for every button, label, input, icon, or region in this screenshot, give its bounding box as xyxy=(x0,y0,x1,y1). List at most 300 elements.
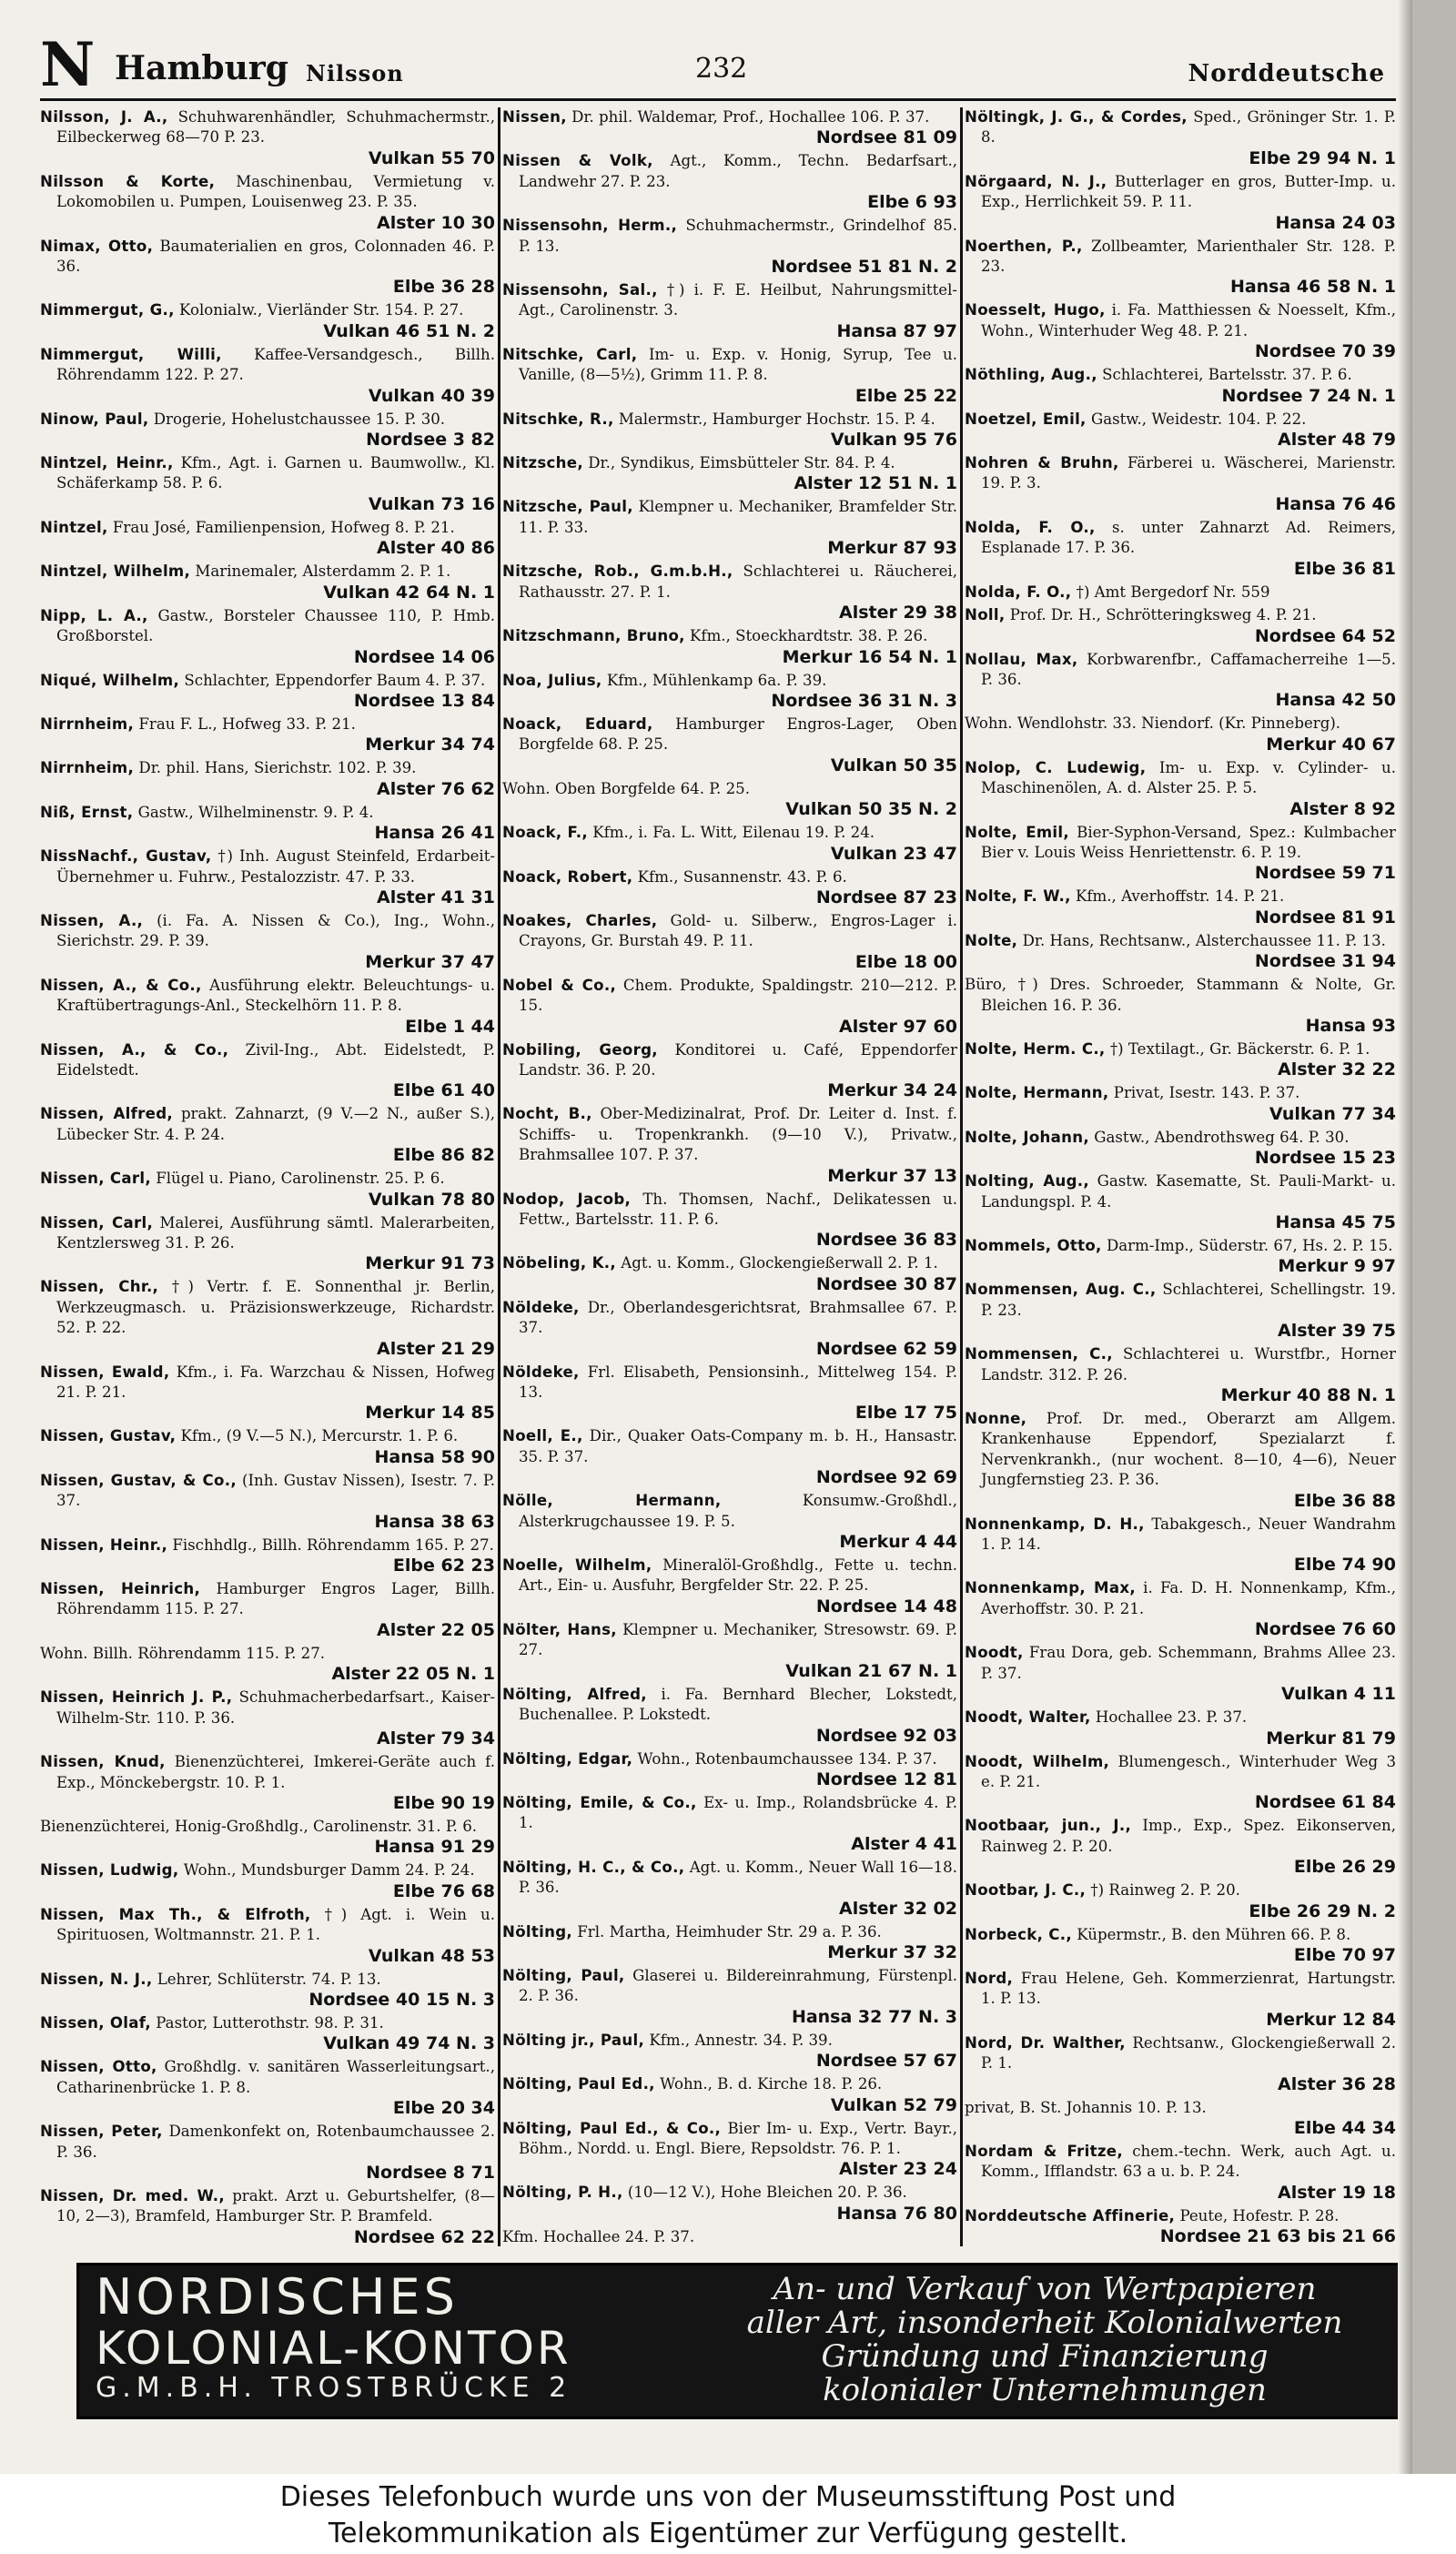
entry-details: Marinemaler, Alsterdamm 2. P. 1. xyxy=(195,562,451,581)
entry-details: (Inh. Gustav Nissen), Isestr. 7. P. 37. xyxy=(56,1471,495,1510)
directory-entry xyxy=(502,1922,957,1963)
directory-entry xyxy=(40,2186,495,2246)
entry-details: Damenkonfekt on, Rotenbaumchaussee 2. P. 36. xyxy=(56,2123,495,2161)
entry-details: Küpermstr., B. den Mühren 66. P. 8. xyxy=(1077,1925,1351,1943)
directory-entry xyxy=(40,1535,495,1576)
directory-entry xyxy=(40,453,495,515)
phone-number: Vulkan 48 53 xyxy=(368,1945,495,1966)
entry-name: Nord, xyxy=(965,1969,1014,1987)
directory-entry xyxy=(965,1880,1396,1921)
phone-number: Elbe 62 23 xyxy=(392,1556,495,1576)
phone-number: Nordsee 30 87 xyxy=(815,1273,957,1294)
entry-details: †) Textilagt., Gr. Bäckerstr. 6. P. 1. xyxy=(1109,1039,1370,1058)
entry-name: Nissensohn, Herm., xyxy=(502,217,678,235)
entry-name: Nissen, Heinrich J. P., xyxy=(40,1688,233,1707)
phone-number: Hansa 32 77 N. 3 xyxy=(791,2006,957,2027)
directory-entry xyxy=(965,758,1396,820)
column-3 xyxy=(965,107,1396,2246)
phone-number: Nordsee 3 82 xyxy=(366,430,495,451)
entry-name: Nölting, Emile, & Co., xyxy=(502,1793,697,1811)
directory-entry xyxy=(40,846,495,908)
entry-details: Bier Im- u. Exp., Vertr. Bayr., Böhm., Nordd. u. Engl. Biere, Repsoldstr. 76. P. 1. xyxy=(519,2119,957,2157)
entry-details: Frl. Martha, Heimhuder Str. 29 a. P. 36. xyxy=(577,1922,882,1941)
phone-number: Hansa 26 41 xyxy=(374,823,495,844)
phone-number: Nordsee 81 91 xyxy=(1254,907,1396,927)
entry-details: Agt. u. Komm., Neuer Wall 16—18. P. 36. xyxy=(519,1858,957,1897)
entry-name: Noetzel, Emil, xyxy=(965,410,1087,428)
entry-details: Malermstr., Hamburger Hochstr. 15. P. 4. xyxy=(618,410,935,428)
entry-details: Kfm., (9 V.—5 N.), Mercurstr. 1. P. 6. xyxy=(180,1427,459,1445)
directory-entry xyxy=(965,2033,1396,2095)
advertiser-name-line1: NORDISCHES xyxy=(96,2268,459,2326)
entry-details: Schuhmacherbedarfsart., Kaiser-Wilhelm-Str. 110. P. 36. xyxy=(56,1688,495,1727)
entry-details: Büro, †) Dres. Schroeder, Stammann & Nolte, Gr. Bleichen 16. P. 36. xyxy=(965,976,1396,1014)
directory-entry xyxy=(965,2206,1396,2246)
entry-details: Th. Thomsen, Nachf., Delikatessen u. Fettw., Bartelsstr. 11. P. 6. xyxy=(519,1190,957,1228)
phone-number: Hansa 46 58 N. 1 xyxy=(1229,277,1396,298)
entry-details: Kfm., Annestr. 34. P. 39. xyxy=(649,2031,833,2049)
entry-details: †) Agt. i. Wein u. Spirituosen, Woltmannstr. 21. P. 1. xyxy=(56,1905,495,1944)
phone-number: Merkur 37 32 xyxy=(827,1941,957,1962)
phone-number: Alster 32 02 xyxy=(839,1898,957,1919)
phone-number: Alster 10 30 xyxy=(377,212,495,233)
directory-entry xyxy=(40,300,495,341)
entry-details: Konsumw.-Großhdl., Alsterkrugchaussee 19. P. 5. xyxy=(519,1492,957,1530)
directory-entry xyxy=(40,1363,495,1424)
entry-details: Hamburger Engros Lager, Billh. Röhrendamm 115. P. 27. xyxy=(56,1580,495,1618)
directory-entry xyxy=(965,1236,1396,1277)
entry-name: Nörgaard, N. J., xyxy=(965,172,1107,190)
entry-name: Noakes, Charles, xyxy=(502,911,658,929)
phone-number: Nordsee 57 67 xyxy=(815,2051,957,2072)
entry-name: Nolte, Herm. C., xyxy=(965,1039,1106,1058)
entry-details: Schlachterei u. Räucherei, Rathausstr. 27. P. 1. xyxy=(519,562,957,601)
directory-entry xyxy=(502,216,957,278)
directory-entry xyxy=(965,1969,1396,2031)
ad-service-line: kolonialer Unternehmungen xyxy=(823,2372,1267,2408)
column-2 xyxy=(502,107,957,2246)
phone-number: Nordsee 36 83 xyxy=(815,1230,957,1251)
phone-number: Nordsee 62 22 xyxy=(353,2226,495,2246)
entry-name: Nissen, A., & Co., xyxy=(40,976,202,994)
entry-details: Färberei u. Wäscherei, Marienstr. 19. P. 3. xyxy=(981,454,1396,492)
directory-entry xyxy=(40,237,495,299)
phone-number: Vulkan 78 80 xyxy=(368,1189,495,1210)
entry-details: (10—12 V.), Hohe Bleichen 20. P. 36. xyxy=(627,2184,907,2202)
phone-number: Alster 76 62 xyxy=(377,778,495,799)
entry-details: Flügel u. Piano, Carolinenstr. 25. P. 6. xyxy=(156,1170,445,1188)
phone-number: Merkur 4 44 xyxy=(839,1532,957,1553)
entry-name: Niß, Ernst, xyxy=(40,803,134,821)
entry-name: Nonnenkamp, D. H., xyxy=(965,1515,1145,1533)
entry-name: Nommensen, Aug. C., xyxy=(965,1281,1157,1299)
phone-number: Alster 36 28 xyxy=(1278,2073,1396,2094)
advertisement-banner xyxy=(76,2263,1412,2419)
entry-details: Frau José, Familienpension, Hofweg 8. P. 21. xyxy=(112,518,455,536)
phone-number: Alster 48 79 xyxy=(1278,430,1396,451)
header-right-keyword: Norddeutsche xyxy=(1188,60,1385,87)
entry-name: Noodt, Wilhelm, xyxy=(965,1752,1110,1770)
directory-entry xyxy=(965,410,1396,451)
entry-name: Noodt, xyxy=(965,1644,1024,1662)
phone-number: Alster 29 38 xyxy=(839,603,957,623)
directory-entry xyxy=(502,867,957,908)
entry-name: Nissen, Carl, xyxy=(40,1213,154,1231)
entry-details: Frau Dora, geb. Schemmann, Brahms Allee 23. P. 37. xyxy=(981,1644,1396,1682)
directory-entry xyxy=(502,2183,957,2224)
entry-details: Drogerie, Hohelustchaussee 15. P. 30. xyxy=(153,410,446,428)
entry-details: Maschinenbau, Vermietung v. Lokomobilen u. Pumpen, Louisenweg 23. P. 35. xyxy=(56,172,495,211)
entry-name: Nitzsche, xyxy=(502,454,583,472)
directory-entry xyxy=(502,280,957,342)
entry-name: Nölting, xyxy=(502,1922,572,1941)
phone-number: Alster 41 31 xyxy=(377,887,495,907)
entry-details: Bier-Syphon-Versand, Spez.: Kulmbacher Bier v. Louis Weiss Henriettenstr. 6. P. 19. xyxy=(981,823,1396,861)
entry-details: Glaserei u. Bildereinrahmung, Fürstenpl. 2. P. 36. xyxy=(519,1966,957,2005)
ad-service-line: An- und Verkauf von Wertpapieren xyxy=(773,2271,1317,2307)
directory-entry xyxy=(965,605,1396,646)
directory-entry xyxy=(965,365,1396,406)
entry-details: Sped., Gröninger Str. 1. P. 8. xyxy=(981,108,1396,147)
entry-name: Nissen, Peter, xyxy=(40,2123,163,2141)
directory-entry xyxy=(965,1925,1396,1966)
entry-details: Prof. Dr. H., Schrötteringksweg 4. P. 21. xyxy=(1009,606,1317,624)
entry-details: Frau F. L., Hofweg 33. P. 21. xyxy=(138,715,356,733)
directory-entry xyxy=(502,1858,957,1920)
phone-number: Nordsee 12 81 xyxy=(815,1769,957,1789)
entry-details: Chem. Produkte, Spaldingstr. 210—212. P. 15. xyxy=(519,976,957,1015)
entry-name: Noack, Eduard, xyxy=(502,715,653,733)
phone-number: Merkur 40 88 N. 1 xyxy=(1220,1385,1396,1406)
entry-name: Norbeck, C., xyxy=(965,1925,1072,1943)
directory-entry xyxy=(965,1171,1396,1233)
directory-entry xyxy=(40,1169,495,1210)
entry-name: Nissensohn, Sal., xyxy=(502,281,658,299)
phone-number: Merkur 12 84 xyxy=(1266,2009,1396,2030)
phone-number: Hansa 58 90 xyxy=(374,1446,495,1467)
directory-entry xyxy=(502,1966,957,2028)
header-rule xyxy=(40,98,1396,101)
entry-name: Nissen, Dr. med. W., xyxy=(40,2186,225,2204)
entry-details: †) Rainweg 2. P. 20. xyxy=(1090,1881,1240,1900)
phone-number: Elbe 61 40 xyxy=(392,1080,495,1101)
phone-number: Merkur 34 74 xyxy=(365,735,495,755)
entry-details: Pastor, Lutterothstr. 98. P. 31. xyxy=(156,2013,384,2032)
directory-entry xyxy=(965,300,1396,362)
entry-details: Hamburger Engros-Lager, Oben Borgfelde 68. P. 25. xyxy=(519,715,957,754)
phone-number: Vulkan 55 70 xyxy=(368,147,495,168)
entry-details: Butterlager en gros, Butter-Imp. u. Exp., Herrlichkeit 59. P. 11. xyxy=(981,172,1396,211)
entry-name: Noerthen, P., xyxy=(965,237,1083,255)
phone-number: Nordsee 81 09 xyxy=(815,127,957,148)
directory-entry xyxy=(40,518,495,559)
entry-details: (i. Fa. A. Nissen & Co.), Ing., Wohn., Sierichstr. 29. P. 39. xyxy=(56,911,495,950)
phone-number: Nordsee 21 63 bis 21 66 xyxy=(1159,2226,1396,2246)
advertiser-block xyxy=(96,2268,678,2404)
phone-number: Nordsee 14 48 xyxy=(815,1596,957,1617)
entry-name: Nolte, F. W., xyxy=(965,887,1071,906)
directory-entry xyxy=(965,1752,1396,1814)
directory-entry xyxy=(40,2013,495,2054)
directory-entry xyxy=(40,976,495,1038)
entry-details: Dir., Quaker Oats-Company m. b. H., Hansastr. 35. P. 37. xyxy=(519,1427,957,1465)
entry-details: i. Fa. Bernhard Blecher, Lokstedt, Buchenallee. P. Lokstedt. xyxy=(519,1685,957,1724)
directory-entry xyxy=(502,453,957,494)
phone-number: Alster 40 86 xyxy=(377,538,495,559)
phone-number: Vulkan 49 74 N. 3 xyxy=(323,2033,495,2054)
entry-name: Nocht, B., xyxy=(502,1105,592,1123)
directory-entry xyxy=(40,410,495,451)
directory-entry xyxy=(40,803,495,844)
entry-name: Nissen, Ewald, xyxy=(40,1363,170,1381)
entry-name: Nimax, Otto, xyxy=(40,237,154,255)
directory-entry xyxy=(965,714,1396,755)
phone-number: Nordsee 14 06 xyxy=(353,646,495,667)
directory-entry xyxy=(502,1620,957,1682)
entry-details: Ex- u. Imp., Rolandsbrücke 4. P. 1. xyxy=(519,1793,957,1832)
entry-name: Noelle, Wilhelm, xyxy=(502,1556,652,1575)
entry-name: Nootbar, J. C., xyxy=(965,1881,1087,1900)
entry-details: Malerei, Ausführung sämtl. Malerarbeiten, Kentzlersweg 31. P. 26. xyxy=(56,1213,495,1252)
attribution-footer xyxy=(0,2474,1456,2554)
entry-details: Frau Helene, Geh. Kommerzienrat, Hartungstr. 1. P. 13. xyxy=(981,1969,1396,2008)
directory-entry xyxy=(40,2057,495,2119)
directory-entry xyxy=(40,172,495,234)
directory-entry xyxy=(40,1905,495,1967)
phone-number: Nordsee 36 31 N. 3 xyxy=(771,690,957,711)
phone-number: Vulkan 23 47 xyxy=(830,843,957,864)
entry-details: prakt. Arzt u. Geburtshelfer, (8—10, 2—3), Bramfeld, Hamburger Str. P. Bramfeld. xyxy=(56,2186,495,2225)
entry-details: †) Inh. August Steinfeld, Erdarbeit-Übernehmer u. Fuhrw., Pestalozzistr. 47. P. 33. xyxy=(56,847,495,886)
entry-details: Kfm., i. Fa. L. Witt, Eilenau 19. P. 24. xyxy=(592,824,875,842)
entry-details: Dr. phil. Waldemar, Prof., Hochallee 106. P. 37. xyxy=(571,108,930,126)
phone-number: Nordsee 40 15 N. 3 xyxy=(308,1989,495,2010)
entry-name: Niqué, Wilhelm, xyxy=(40,671,180,689)
phone-number: Elbe 44 34 xyxy=(1293,2117,1396,2138)
phone-number: Merkur 16 54 N. 1 xyxy=(782,646,957,667)
advertiser-address: G.M.B.H. TROSTBRÜCKE 2 xyxy=(96,2372,572,2404)
entry-details: Fischhdlg., Billh. Röhrendamm 165. P. 27. xyxy=(172,1535,494,1554)
entry-name: Nonnenkamp, Max, xyxy=(965,1579,1136,1597)
entry-name: Nolting, Aug., xyxy=(965,1172,1089,1191)
phone-number: Vulkan 50 35 xyxy=(830,755,957,775)
entry-details: Dr., Oberlandesgerichtsrat, Brahmsallee 67. P. 37. xyxy=(519,1298,957,1337)
directory-entry xyxy=(965,1280,1396,1342)
phone-number: Hansa 87 97 xyxy=(836,320,957,341)
entry-name: Nölle, Hermann, xyxy=(502,1492,722,1510)
entry-name: Nolte, xyxy=(965,931,1018,949)
phone-number: Elbe 76 68 xyxy=(392,1880,495,1901)
phone-number: Elbe 36 88 xyxy=(1293,1490,1396,1511)
directory-entry xyxy=(502,1556,957,1617)
directory-entry xyxy=(40,1860,495,1901)
advertiser-services xyxy=(694,2273,1395,2407)
entry-details: Kfm., Agt. i. Garnen u. Baumwollw., Kl. Schäferkamp 58. P. 6. xyxy=(56,454,495,492)
entry-name: Nölting jr., Paul, xyxy=(502,2031,645,2049)
phone-number: Nordsee 64 52 xyxy=(1254,625,1396,646)
phone-number: Vulkan 73 16 xyxy=(368,493,495,514)
phone-number: Merkur 34 24 xyxy=(827,1080,957,1101)
directory-entry xyxy=(40,715,495,755)
entry-name: Nissen, Heinrich, xyxy=(40,1580,201,1598)
entry-name: Nipp, L. A., xyxy=(40,606,148,624)
entry-name: Nord, Dr. Walther, xyxy=(965,2033,1126,2052)
entry-name: Nommensen, C., xyxy=(965,1345,1113,1363)
entry-details: s. unter Zahnarzt Ad. Reimers, Esplanade 17. P. 36. xyxy=(981,518,1396,557)
entry-name: Norddeutsche Affinerie, xyxy=(965,2206,1176,2225)
entry-details: Klempner u. Mechaniker, Stresowstr. 69. P. 27. xyxy=(519,1620,957,1659)
entry-details: Ausführung elektr. Beleuchtungs- u. Kraftübertragungs-Anl., Steckelhörn 11. P. 8. xyxy=(56,976,495,1015)
phone-number: Hansa 24 03 xyxy=(1275,212,1396,233)
advertiser-name-line2: KOLONIAL-KONTOR xyxy=(96,2322,571,2375)
entry-name: Nimmergut, Willi, xyxy=(40,345,222,363)
entry-details: Blumengesch., Winterhuder Weg 3 e. P. 21. xyxy=(981,1752,1396,1790)
directory-entry xyxy=(40,606,495,668)
entry-name: Noa, Julius, xyxy=(502,671,602,689)
directory-entry xyxy=(40,1752,495,1814)
directory-entry xyxy=(502,1253,957,1294)
entry-details: Gold- u. Silberw., Engros-Lager i. Crayons, Gr. Burstah 49. P. 11. xyxy=(519,911,957,950)
entry-name: Nissen, Max Th., & Elfroth, xyxy=(40,1905,311,1923)
entry-details: Schlachterei, Schellingstr. 19. P. 23. xyxy=(981,1281,1396,1319)
phone-number: Nordsee 62 59 xyxy=(815,1338,957,1359)
entry-name: Nissen, Gustav, & Co., xyxy=(40,1471,237,1489)
phone-number: Nordsee 61 84 xyxy=(1254,1792,1396,1813)
phone-number: Nordsee 87 23 xyxy=(815,887,957,907)
entry-name: Nöldeke, xyxy=(502,1298,580,1316)
directory-entry xyxy=(502,107,957,148)
directory-entry xyxy=(502,1749,957,1790)
directory-entry xyxy=(40,1579,495,1641)
entry-name: Nitschke, Carl, xyxy=(502,345,638,363)
directory-entry xyxy=(502,1104,957,1186)
phone-number: Vulkan 52 79 xyxy=(830,2094,957,2115)
directory-entry xyxy=(502,562,957,623)
column-1 xyxy=(40,107,495,2246)
entry-name: Nobiling, Georg, xyxy=(502,1040,658,1059)
directory-entry xyxy=(965,237,1396,299)
entry-name: Nissen & Volk, xyxy=(502,152,653,170)
phone-number: Elbe 90 19 xyxy=(392,1792,495,1813)
entry-name: Nolte, Emil, xyxy=(965,823,1069,841)
entry-name: Nimmergut, G., xyxy=(40,301,175,319)
phone-number: Merkur 9 97 xyxy=(1278,1256,1396,1277)
phone-number: Nordsee 51 81 N. 2 xyxy=(771,257,957,278)
entry-name: Nolte, Johann, xyxy=(965,1128,1089,1146)
phone-number: Elbe 17 75 xyxy=(854,1403,957,1424)
entry-details: Kfm., Susannenstr. 43. P. 6. xyxy=(637,867,847,886)
entry-details: Ober-Medizinalrat, Prof. Dr. Leiter d. Inst. f. Schiffs- u. Tropenkrankh. (9—10 V.), Privatw., Brahmsallee 107. P. 37. xyxy=(519,1105,957,1164)
entry-details: Gastw., Weidestr. 104. P. 22. xyxy=(1090,410,1307,428)
directory-entry xyxy=(965,1128,1396,1169)
listing-columns xyxy=(40,107,1396,2246)
entry-name: Nintzel, Wilhelm, xyxy=(40,562,191,581)
entry-details: Klempner u. Mechaniker, Bramfelder Str. 11. P. 33. xyxy=(519,498,957,536)
entry-details: Wohn., Mundsburger Damm 24. P. 24. xyxy=(183,1861,475,1880)
directory-entry xyxy=(40,107,495,169)
entry-name: Nilsson, J. A., xyxy=(40,108,168,126)
column-divider xyxy=(498,107,500,2246)
phone-number: Elbe 70 97 xyxy=(1293,1944,1396,1965)
entry-name: Nitzsche, Rob., G.m.b.H., xyxy=(502,562,733,581)
entry-details: Lehrer, Schlüterstr. 74. P. 13. xyxy=(157,1970,381,1988)
phone-number: Nordsee 76 60 xyxy=(1254,1619,1396,1640)
entry-details: Gastw., Abendrothsweg 64. P. 30. xyxy=(1094,1128,1350,1146)
entry-details: privat, B. St. Johannis 10. P. 13. xyxy=(965,2098,1207,2116)
entry-name: Nissen, Alfred, xyxy=(40,1105,173,1123)
entry-details: †) Vertr. f. E. Sonnenthal jr. Berlin, Werkzeugmasch. u. Präzisionswerkzeuge, Richardstr. 52. P. 22. xyxy=(56,1278,495,1337)
phone-number: Alster 19 18 xyxy=(1278,2182,1396,2203)
phone-number: Hansa 38 63 xyxy=(374,1511,495,1532)
phone-number: Elbe 26 29 xyxy=(1293,1857,1396,1878)
phone-number: Nordsee 59 71 xyxy=(1254,863,1396,884)
entry-name: Nissen, Olaf, xyxy=(40,2013,151,2032)
directory-entry xyxy=(502,1491,957,1553)
phone-number: Vulkan 77 34 xyxy=(1269,1103,1396,1124)
phone-number: Alster 22 05 xyxy=(377,1619,495,1640)
entry-details: Darm-Imp., Süderstr. 67, Hs. 2. P. 15. xyxy=(1106,1237,1393,1254)
entry-name: Noack, F., xyxy=(502,824,588,842)
entry-details: Dr. Hans, Rechtsanw., Alsterchaussee 11. P. 13. xyxy=(1022,931,1386,949)
phone-number: Alster 79 34 xyxy=(377,1728,495,1749)
entry-details: Mineralöl-Großhdlg., Fette u. techn. Art., Ein- u. Ausfuhr, Bergfelder Str. 22. P. 25. xyxy=(519,1556,957,1595)
section-letter: N xyxy=(40,29,96,100)
entry-name: NissNachf., Gustav, xyxy=(40,847,212,866)
entry-details: Schuhwarenhändler, Schuhmachermstr., Eilbeckerweg 68—70 P. 23. xyxy=(56,108,495,147)
directory-entry xyxy=(965,1708,1396,1748)
directory-entry xyxy=(502,1685,957,1747)
directory-entry xyxy=(40,1687,495,1749)
entry-name: Nonne, xyxy=(965,1410,1027,1428)
directory-entry xyxy=(965,2142,1396,2204)
directory-entry xyxy=(965,1344,1396,1406)
directory-entry xyxy=(502,2227,957,2246)
next-page-edge xyxy=(1412,0,1456,2474)
entry-name: Nissen, Gustav, xyxy=(40,1427,177,1445)
entry-name: Nolte, Hermann, xyxy=(965,1084,1109,1102)
entry-name: Nitzschmann, Bruno, xyxy=(502,627,685,645)
phone-number: Merkur 91 73 xyxy=(365,1253,495,1274)
entry-details: Gastw., Borsteler Chaussee 110, P. Hmb. Großborstel. xyxy=(56,606,495,645)
entry-name: Nintzel, xyxy=(40,518,108,536)
entry-name: Nissen, Heinr., xyxy=(40,1535,168,1554)
phone-number: Vulkan 95 76 xyxy=(830,430,957,451)
header-city: Hamburg xyxy=(115,49,288,87)
entry-details: Rechtsanw., Glockengießerwall 2. P. 1. xyxy=(981,2033,1396,2073)
directory-entry xyxy=(965,107,1396,169)
entry-name: Noll, xyxy=(965,606,1006,624)
entry-name: Noodt, Walter, xyxy=(965,1708,1091,1727)
phone-number: Alster 39 75 xyxy=(1278,1321,1396,1342)
phone-number: Merkur 37 47 xyxy=(365,951,495,972)
entry-name: Nöbeling, K., xyxy=(502,1254,616,1272)
entry-details: Gastw. Kasematte, St. Pauli-Markt- u. Landungspl. P. 4. xyxy=(981,1172,1396,1211)
entry-name: Nommels, Otto, xyxy=(965,1237,1102,1254)
entry-details: Imp., Exp., Spez. Eikonserven, Rainweg 2. P. 20. xyxy=(981,1817,1396,1855)
phone-number: Alster 22 05 N. 1 xyxy=(331,1664,495,1685)
directory-entry xyxy=(502,671,957,712)
phone-number: Hansa 45 75 xyxy=(1275,1212,1396,1232)
page-header xyxy=(40,29,1396,100)
phone-number: Elbe 20 34 xyxy=(392,2098,495,2119)
directory-entry xyxy=(502,1040,957,1102)
directory-entry xyxy=(502,345,957,407)
entry-details: Konditorei u. Café, Eppendorfer Landstr. 36. P. 20. xyxy=(519,1040,957,1079)
phone-number: Hansa 42 50 xyxy=(1275,690,1396,711)
phone-number: Alster 21 29 xyxy=(377,1338,495,1359)
phone-number: Vulkan 42 64 N. 1 xyxy=(323,582,495,603)
entry-name: Ninow, Paul, xyxy=(40,410,149,428)
